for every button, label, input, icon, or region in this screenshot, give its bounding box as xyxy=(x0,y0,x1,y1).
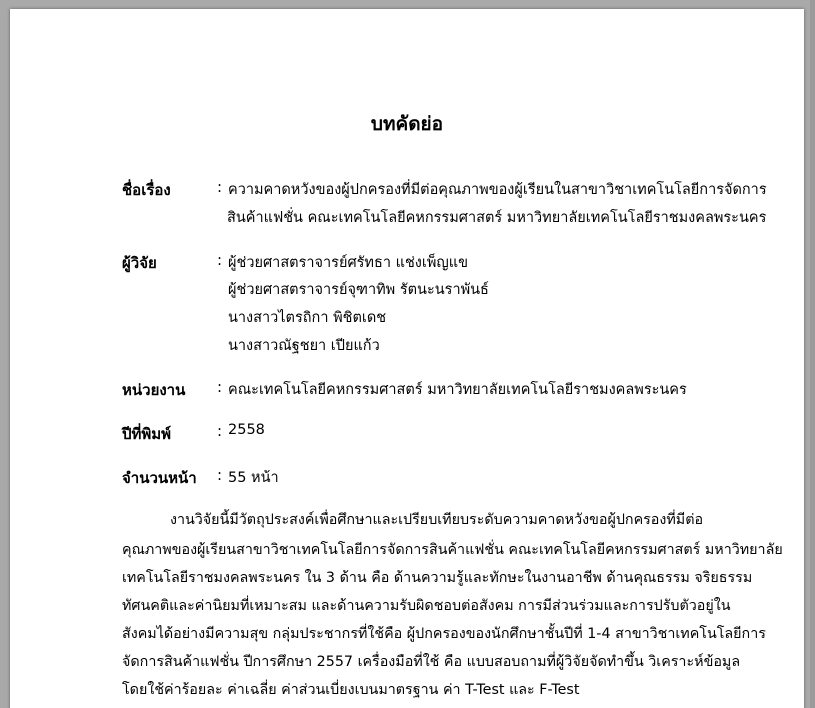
researcher-3: นางสาวไตรถิกา พิชิตเดช xyxy=(228,310,387,326)
topic-label: ชื่อเรื่อง xyxy=(122,181,171,199)
researcher-2: ผู้ช่วยศาสตราจารย์จุฑาทิพ รัตนะนราพันธ์ xyxy=(228,282,489,298)
topic-line-2: สินค้าแฟชั่น คณะเทคโนโลยีคหกรรมศาสตร์ มหาวิทยาลัยเทคโนโลยีราชมงคลพระนคร xyxy=(227,210,767,226)
researchers-label: ผู้วิจัย xyxy=(122,254,157,272)
abstract-line: งานวิจัยนี้มีวัตถุประสงค์เพื่อศึกษาและเปรียบเทียบระดับความคาดหวังขอผู้ปกครองที่มีต่อ xyxy=(170,512,704,528)
abstract-line: คุณภาพของผู้เรียนสาขาวิชาเทคโนโลยีการจัดการสินค้าแฟชั่น คณะเทคโนโลยีคหกรรมศาสตร์ มหาวิทยาลัย xyxy=(122,542,783,558)
topic-colon: : xyxy=(217,178,223,196)
topic-line-1: ความคาดหวังของผู้ปกครองที่มีต่อคุณภาพของผู้เรียนในสาขาวิชาเทคโนโลยีการจัดการ xyxy=(228,182,767,198)
unit-colon: : xyxy=(217,378,223,396)
year-colon: : xyxy=(217,422,223,440)
abstract-line: ทัศนคติและค่านิยมที่เหมาะสม และด้านความรับผิดชอบต่อสังคม การมีส่วนร่วมและการปรับตัวอยู่ใน xyxy=(122,598,731,614)
scrollbar-edge[interactable] xyxy=(810,0,815,708)
researcher-1: ผู้ช่วยศาสตราจารย์ศรัทธา แช่งเพ็ญแข xyxy=(228,255,468,271)
abstract-line: เทคโนโลยีราชมงคลพระนคร ใน 3 ด้าน คือ ด้านความรู้และทักษะในงานอาชีพ ด้านคุณธรรม จริยธรรม xyxy=(122,570,753,586)
year-value: 2558 xyxy=(228,422,265,438)
abstract-line: สังคมได้อย่างมีความสุข กลุ่มประชากรที่ใช้คือ ผู้ปกครองของนักศึกษาชั้นปีที่ 1-4 สาขาวิชาเทคโนโลยีการ xyxy=(122,626,766,642)
unit-value: คณะเทคโนโลยีคหกรรมศาสตร์ มหาวิทยาลัยเทคโนโลยีราชมงคลพระนคร xyxy=(228,382,687,398)
abstract-line: จัดการสินค้าแฟชั่น ปีการศึกษา 2557 เครื่องมือที่ใช้ คือ แบบสอบถามที่ผู้วิจัยจัดทำขึ้น วิเคราะห์ข้อมูล xyxy=(122,654,741,670)
document-page xyxy=(10,9,804,708)
unit-label: หน่วยงาน xyxy=(122,381,186,399)
researchers-colon: : xyxy=(217,251,223,269)
pages-label: จำนวนหน้า xyxy=(122,469,197,487)
researcher-4: นางสาวณัฐชยา เปียแก้ว xyxy=(228,338,380,354)
pages-value: 55 หน้า xyxy=(228,470,279,486)
abstract-line: โดยใช้ค่าร้อยละ ค่าเฉลี่ย ค่าส่วนเบี่ยงเบนมาตรฐาน ค่า T-Test และ F-Test xyxy=(122,682,580,698)
year-label: ปีที่พิมพ์ xyxy=(122,425,172,443)
page-title: บทคัดย่อ xyxy=(370,113,444,135)
pages-colon: : xyxy=(217,466,223,484)
